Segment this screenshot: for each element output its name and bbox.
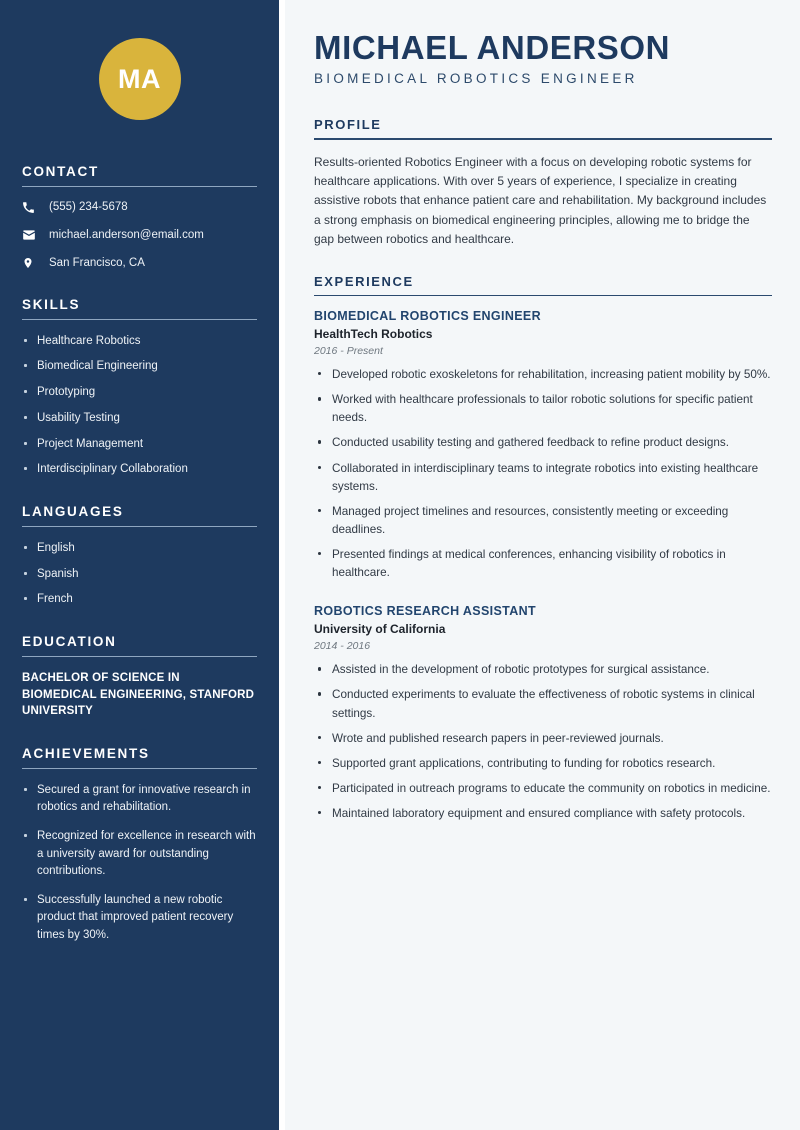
- experience-heading: EXPERIENCE: [314, 273, 414, 289]
- list-item: Usability Testing: [22, 410, 257, 427]
- list-item: Biomedical Engineering: [22, 358, 257, 375]
- job-bullet-list: [314, 366, 772, 582]
- job-title: ROBOTICS RESEARCH ASSISTANT: [314, 604, 536, 619]
- profile-section: [314, 117, 772, 249]
- achievements-list: [22, 782, 257, 944]
- list-item: Interdisciplinary Collaboration: [22, 461, 257, 478]
- languages-divider: [22, 526, 257, 527]
- list-item: Worked with healthcare professionals to tailor robotic solutions for specific patient needs.: [314, 391, 772, 427]
- sidebar: [0, 0, 279, 1130]
- job-company: HealthTech Robotics: [314, 327, 433, 342]
- contact-divider: [22, 186, 257, 187]
- list-item: Conducted experiments to evaluate the effectiveness of robotic systems in clinical settings.: [314, 686, 772, 722]
- education-divider: [22, 656, 257, 657]
- page-title: MICHAEL ANDERSON: [314, 29, 671, 66]
- email-icon: [22, 228, 40, 242]
- job-role-subtitle: BIOMEDICAL ROBOTICS ENGINEER: [314, 71, 638, 87]
- list-item: Developed robotic exoskeletons for rehabilitation, increasing patient mobility by 50%.: [314, 366, 772, 384]
- languages-heading: LANGUAGES: [22, 503, 124, 519]
- languages-list: [22, 540, 257, 608]
- experience-section: [314, 274, 772, 823]
- contact-section: [22, 164, 257, 271]
- experience-entry: [314, 309, 772, 582]
- skills-section: [22, 297, 257, 478]
- list-item: English: [22, 540, 257, 557]
- list-item: Recognized for excellence in research with a university award for outstanding contributions.: [22, 828, 257, 880]
- list-item: Participated in outreach programs to educate the community on robotics in medicine.: [314, 780, 772, 798]
- phone-icon: [22, 201, 40, 214]
- profile-heading: PROFILE: [314, 117, 382, 133]
- list-item: Collaborated in interdisciplinary teams to integrate robotics into existing healthcare systems.: [314, 460, 772, 496]
- list-item: Spanish: [22, 566, 257, 583]
- skills-list: [22, 333, 257, 478]
- list-item: Secured a grant for innovative research in robotics and rehabilitation.: [22, 782, 257, 817]
- profile-divider: [314, 138, 772, 139]
- education-section: [22, 634, 257, 720]
- job-title: BIOMEDICAL ROBOTICS ENGINEER: [314, 309, 541, 324]
- languages-section: [22, 504, 257, 608]
- location-pin-icon: [22, 256, 40, 270]
- list-item: Conducted usability testing and gathered feedback to refine product designs.: [314, 434, 772, 452]
- main-content: [285, 0, 800, 1130]
- list-item: Assisted in the development of robotic prototypes for surgical assistance.: [314, 661, 772, 679]
- achievements-divider: [22, 768, 257, 769]
- education-degree: BACHELOR OF SCIENCE IN BIOMEDICAL ENGINEERING, STANFORD UNIVERSITY: [22, 671, 255, 718]
- achievements-section: [22, 746, 257, 944]
- contact-item-email[interactable]: [22, 228, 257, 243]
- education-heading: EDUCATION: [22, 633, 117, 649]
- contact-heading: CONTACT: [22, 164, 99, 179]
- list-item: Prototyping: [22, 384, 257, 401]
- list-item: Managed project timelines and resources, consistently meeting or exceeding deadlines.: [314, 503, 772, 539]
- email-value: michael.anderson@email.com: [49, 228, 204, 241]
- list-item: Maintained laboratory equipment and ensured compliance with safety protocols.: [314, 805, 772, 823]
- experience-divider: [314, 295, 772, 296]
- job-company: University of California: [314, 622, 446, 637]
- avatar-container: [22, 0, 257, 164]
- list-item: Successfully launched a new robotic product that improved patient recovery times by 30%.: [22, 892, 257, 944]
- list-item: French: [22, 591, 257, 608]
- job-dates: 2014 - 2016: [314, 640, 371, 653]
- list-item: Presented findings at medical conferences, enhancing visibility of robotics in healthcare.: [314, 546, 772, 582]
- achievements-heading: ACHIEVEMENTS: [22, 745, 150, 761]
- location-value: San Francisco, CA: [49, 256, 145, 269]
- skills-heading: SKILLS: [22, 296, 81, 312]
- experience-entry: [314, 604, 772, 823]
- contact-item-phone[interactable]: [22, 200, 257, 215]
- profile-text: Results-oriented Robotics Engineer with a focus on developing robotic systems for healthcare applications. With over 5 years of experience, I specialize in creating assistive robots that enhance patient care and rehabilitation. My background includes a strong emphasis on biomedical engineering principles, allowing me to bridge the gap between robotics and healthcare.: [314, 154, 767, 247]
- contact-item-location[interactable]: [22, 256, 257, 271]
- job-dates: 2016 - Present: [314, 345, 383, 358]
- job-bullet-list: [314, 661, 772, 823]
- phone-value: (555) 234-5678: [49, 201, 128, 213]
- avatar: MA: [99, 38, 181, 120]
- list-item: Project Management: [22, 436, 257, 453]
- list-item: Wrote and published research papers in peer-reviewed journals.: [314, 730, 772, 748]
- list-item: Healthcare Robotics: [22, 333, 257, 350]
- list-item: Supported grant applications, contributing to funding for robotics research.: [314, 755, 772, 773]
- skills-divider: [22, 319, 257, 320]
